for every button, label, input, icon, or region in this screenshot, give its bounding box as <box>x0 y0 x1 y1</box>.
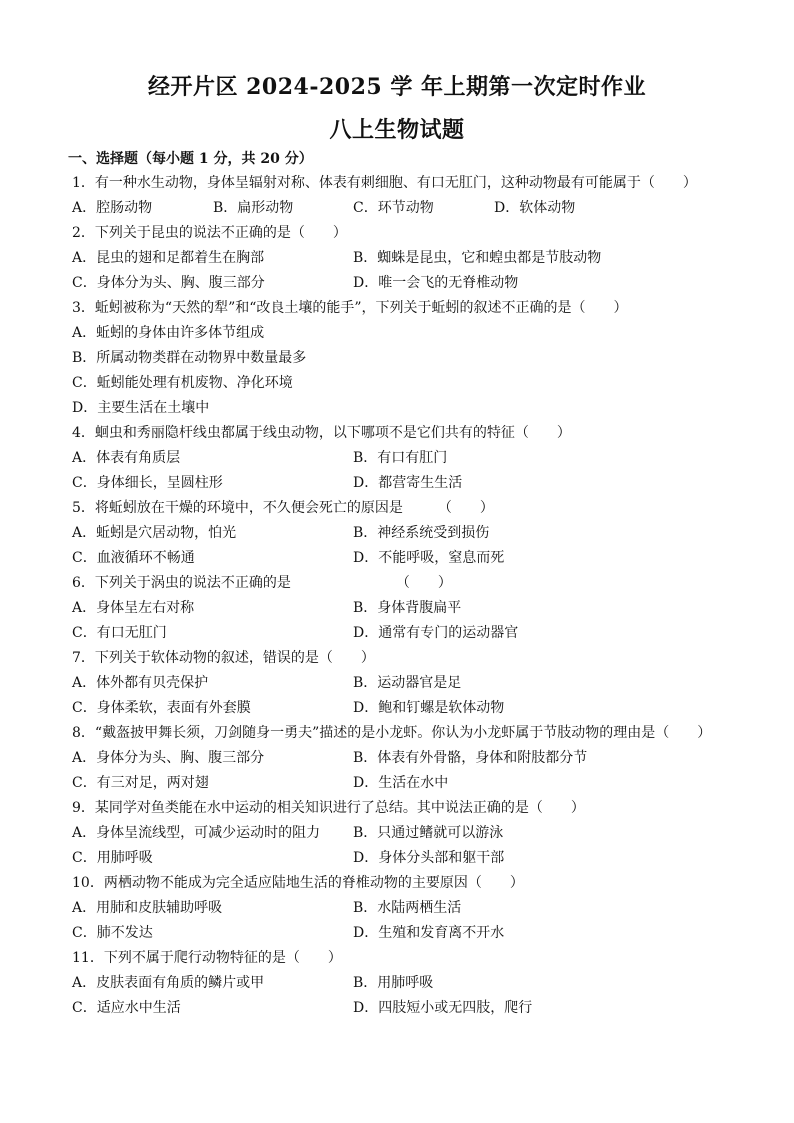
option-d: D．生殖和发育离不开水 <box>353 925 505 941</box>
option-a: A．体外都有贝壳保护 <box>72 675 209 691</box>
option-b: B．蜘蛛是昆虫，它和蝗虫都是节肢动物 <box>353 250 602 266</box>
option-d: D．软体动物 <box>494 200 576 216</box>
option-b: B．运动器官是足 <box>353 675 462 691</box>
question-stem: 6．下列关于涡虫的说法不正确的是 （ ） <box>72 575 452 591</box>
page-subtitle: 八上生物试题 <box>329 117 465 143</box>
option-c: C．肺不发达 <box>72 925 153 941</box>
option-a: A．蚯蚓的身体由许多体节组成 <box>72 325 265 341</box>
option-b: B．体表有外骨骼，身体和附肢都分节 <box>353 750 588 766</box>
question-stem: 5．将蚯蚓放在干燥的环境中，不久便会死亡的原因是 （ ） <box>72 500 494 516</box>
question-stem: 10．两栖动物不能成为完全适应陆地生活的脊椎动物的主要原因（ ） <box>72 875 524 891</box>
option-a: A．用肺和皮肤辅助呼吸 <box>72 900 223 916</box>
option-d: D．通常有专门的运动器官 <box>353 625 519 641</box>
option-b: B．水陆两栖生活 <box>353 900 462 916</box>
question-stem: 7．下列关于软体动物的叙述，错误的是（ ） <box>72 650 375 666</box>
option-b: B．扁形动物 <box>213 200 294 216</box>
option-c: C．用肺呼吸 <box>72 850 153 866</box>
option-b: B．神经系统受到损伤 <box>353 525 490 541</box>
option-c: C．环节动物 <box>353 200 434 216</box>
option-b: B．所属动物类群在动物界中数量最多 <box>72 350 307 366</box>
question-stem: 1．有一种水生动物，身体呈辐射对称、体表有刺细胞、有口无肛门，这种动物最有可能属于（ ） <box>72 175 697 191</box>
option-c: C．有口无肛门 <box>72 625 167 641</box>
option-d: D．唯一会飞的无脊椎动物 <box>353 275 519 291</box>
option-d: D．生活在水中 <box>353 775 449 791</box>
option-b: B．用肺呼吸 <box>353 975 434 991</box>
option-d: D．不能呼吸，窒息而死 <box>353 550 505 566</box>
question-stem: 2．下列关于昆虫的说法不正确的是（ ） <box>72 225 347 241</box>
option-c: C．血液循环不畅通 <box>72 550 195 566</box>
option-c: C．身体柔软，表面有外套膜 <box>72 700 251 716</box>
option-c: C．身体分为头、胸、腹三部分 <box>72 275 265 291</box>
option-b: B．只通过鳍就可以游泳 <box>353 825 504 841</box>
question-stem: 4．蛔虫和秀丽隐杆线虫都属于线虫动物，以下哪项不是它们共有的特征（ ） <box>72 425 571 441</box>
option-c: C．有三对足，两对翅 <box>72 775 209 791</box>
option-a: A．身体呈流线型，可减少运动时的阻力 <box>72 825 321 841</box>
option-b: B．有口有肛门 <box>353 450 448 466</box>
option-a: A．皮肤表面有角质的鳞片或甲 <box>72 975 265 991</box>
page-title: 经开片区 2024-2025 学 年上期第一次定时作业 <box>147 74 647 100</box>
option-a: A．腔肠动物 <box>72 200 153 216</box>
question-stem: 11．下列不属于爬行动物特征的是（ ） <box>72 950 342 966</box>
option-d: D．鲍和钉螺是软体动物 <box>353 700 505 716</box>
option-d: D．身体分头部和躯干部 <box>353 850 505 866</box>
option-d: D．主要生活在土壤中 <box>72 400 210 416</box>
option-d: D．都营寄生生活 <box>353 475 463 491</box>
option-a: A．身体呈左右对称 <box>72 600 195 616</box>
option-c: C．适应水中生活 <box>72 1000 181 1016</box>
question-stem: 3．蚯蚓被称为“天然的犁”和“改良土壤的能手”，下列关于蚯蚓的叙述不正确的是（ ） <box>72 300 628 316</box>
option-b: B．身体背腹扁平 <box>353 600 462 616</box>
option-a: A．体表有角质层 <box>72 450 181 466</box>
option-a: A．昆虫的翅和足都着生在胸部 <box>72 250 265 266</box>
option-c: C．蚯蚓能处理有机废物、净化环境 <box>72 375 293 391</box>
option-a: A．蚯蚓是穴居动物，怕光 <box>72 525 237 541</box>
section-heading: 一、选择题（每小题 1 分，共 20 分） <box>68 151 313 167</box>
option-d: D．四肢短小或无四肢，爬行 <box>353 1000 533 1016</box>
question-stem: 9．某同学对鱼类能在水中运动的相关知识进行了总结。其中说法正确的是（ ） <box>72 800 585 816</box>
option-c: C．身体细长，呈圆柱形 <box>72 475 223 491</box>
option-a: A．身体分为头、胸、腹三部分 <box>72 750 265 766</box>
question-stem: 8．“戴盔披甲舞长须，刀剑随身一勇夫”描述的是小龙虾。你认为小龙虾属于节肢动物的理由是（ ） <box>72 725 712 741</box>
